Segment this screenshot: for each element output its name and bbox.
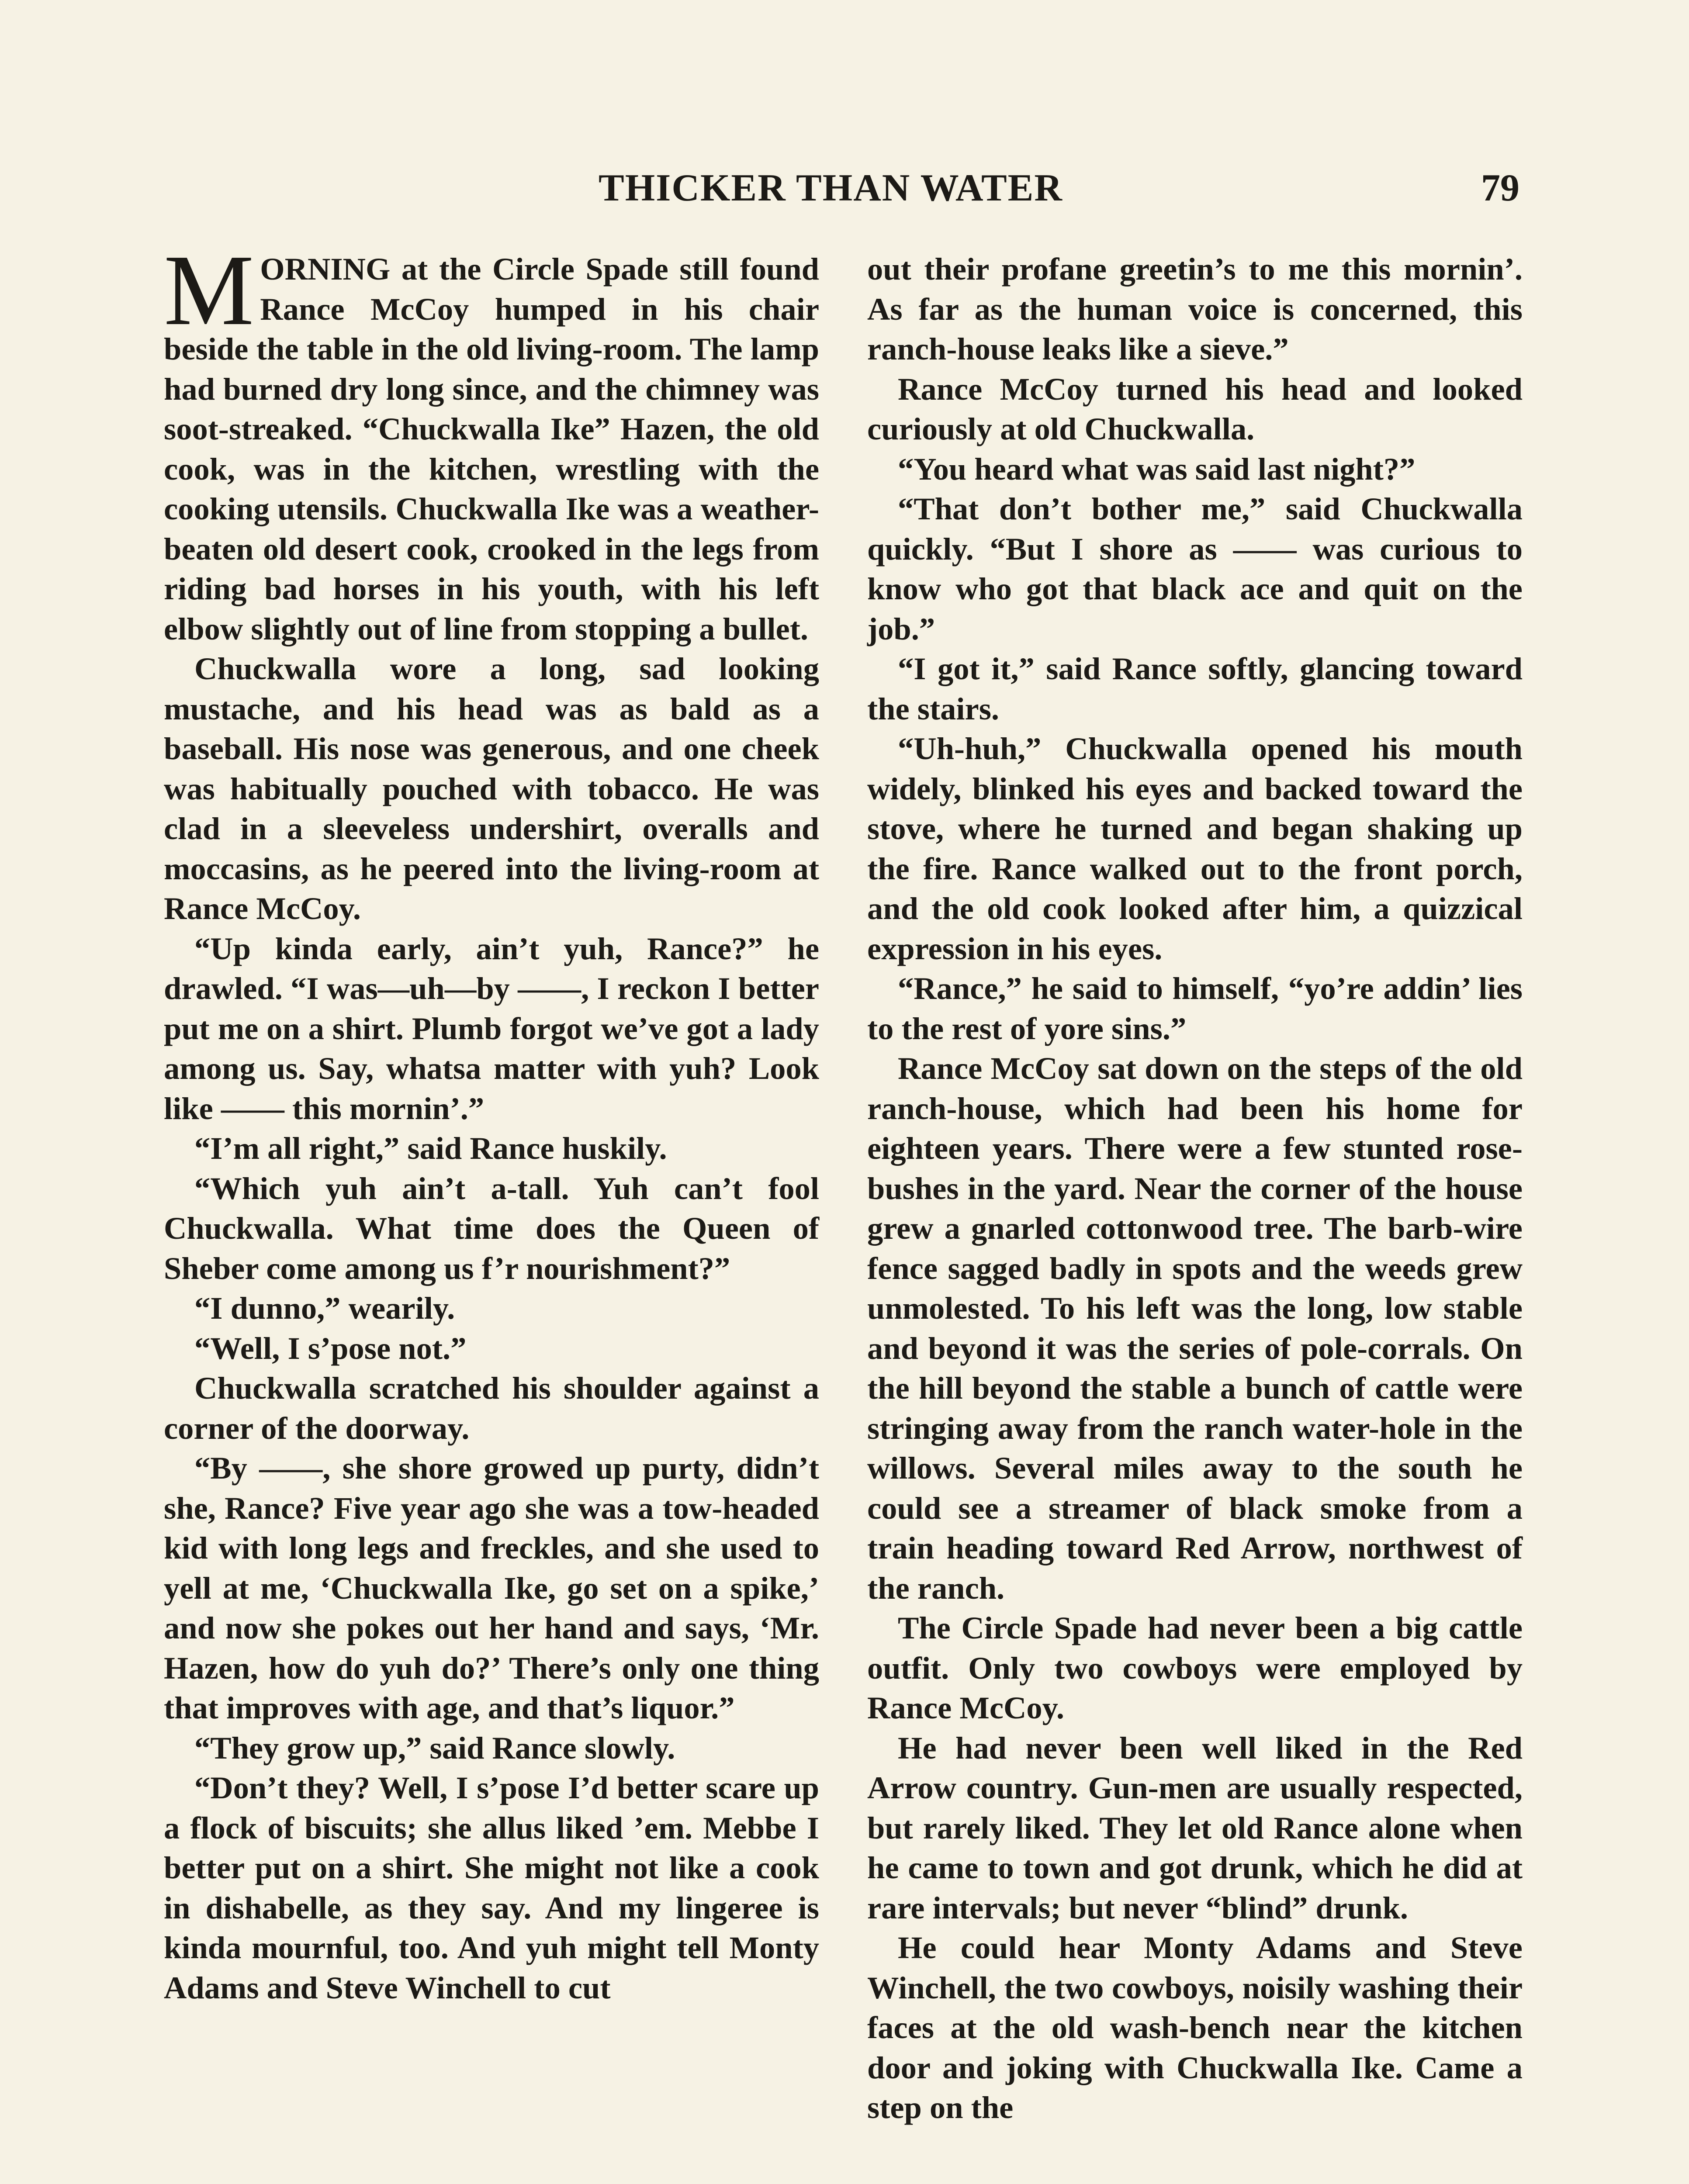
- paragraph: “Don’t they? Well, I s’pose I’d better scare up a flock of biscuits; she allus liked ’em. Mebbe I better put on a shirt. She might not like a cook in dishabelle, as they say. And my lingeree is kinda mournful, too. And yuh might tell Monty Adams and Steve Winchell to cut: [164, 1770, 819, 2005]
- paragraph: “By ——, she shore growed up purty, didn’t she, Rance? Five year ago she was a tow-headed kid with long legs and freckles, and she used to yell at me, ‘Chuckwalla Ike, go set on a spike,’ and now she pokes out her hand and says, ‘Mr. Hazen, how do yuh do?’ There’s only one thing that improves with age, and that’s liquor.”: [164, 1450, 819, 1725]
- paragraph: “Rance,” he said to himself, “yo’re addin’ lies to the rest of yore sins.”: [867, 971, 1523, 1046]
- paragraph: “I got it,” said Rance softly, glancing toward the stairs.: [867, 651, 1523, 726]
- page-number: 79: [1481, 167, 1519, 209]
- paragraph: Chuckwalla scratched his shoulder against a corner of the doorway.: [164, 1370, 819, 1446]
- paragraph: Rance McCoy sat down on the steps of the old ranch-house, which had been his home for eighteen years. There were a few stunted rose-bushes in the yard. Near the corner of the house grew a gnarled cottonwood tree. The barb-wire fence sagged badly in spots and the weeds grew unmolested. To his left was the long, low stable and beyond it was the series of pole-corrals. On the hill beyond the stable a bunch of cattle were stringing away from the ranch water-hole in the willows. Several miles away to the south he could see a streamer of black smoke from a train heading toward Red Arrow, northwest of the ranch.: [867, 1051, 1523, 1606]
- drop-cap: M: [164, 234, 254, 346]
- paragraph: “I dunno,” wearily.: [194, 1290, 455, 1326]
- paragraph: The Circle Spade had never been a big cattle outfit. Only two cowboys were employed by Rance McCoy.: [867, 1610, 1523, 1725]
- paragraph: “Which yuh ain’t a-tall. Yuh can’t fool Chuckwalla. What time does the Queen of Sheber come among us f’r nourishment?”: [164, 1170, 819, 1286]
- paragraph: Chuckwalla wore a long, sad looking mustache, and his head was as bald as a baseball. His nose was generous, and one cheek was habitually pouched with tobacco. He was clad in a sleeveless undershirt, overalls and moccasins, as he peered into the living-room at Rance McCoy.: [164, 651, 819, 926]
- paragraph: “You heard what was said last night?”: [898, 451, 1416, 487]
- opening-paragraph: [164, 234, 819, 649]
- continued-paragraph: out their profane greetin’s to me this mornin’. As far as the human voice is concerned, this ranch-house leaks like a sieve.”: [867, 251, 1523, 366]
- left-column: [164, 234, 819, 2008]
- paragraph: Rance McCoy turned his head and looked curiously at old Chuckwalla.: [867, 371, 1523, 446]
- paragraph: “I’m all right,” said Rance huskily.: [194, 1130, 667, 1166]
- paragraph: “Up kinda early, ain’t yuh, Rance?” he drawled. “I was—uh—by ——, I reckon I better put me on a shirt. Plumb forgot we’ve got a lady among us. Say, whatsa matter with yuh? Look like —— this mornin’.”: [164, 930, 819, 1126]
- paragraph: “Uh-huh,” Chuckwalla opened his mouth widely, blinked his eyes and backed toward the stove, where he turned and began shaking up the fire. Rance walked out to the front porch, and the old cook looked after him, a quizzical expression in his eyes.: [867, 731, 1523, 966]
- right-column: [867, 249, 1523, 2128]
- paragraph-text: at the Circle Spade still found Rance McCoy humped in his chair beside the table in the old living-room. The lamp had burned dry long since, and the chimney was soot-streaked. “Chuckwalla Ike” Hazen, the old cook, was in the kitchen, wrestling with the cooking utensils. Chuckwalla Ike was a weather-beaten old desert cook, crooked in the legs from riding bad horses in his youth, with his left elbow slightly out of line from stopping a bullet.: [164, 251, 819, 646]
- paragraph: “That don’t bother me,” said Chuckwalla quickly. “But I shore as —— was curious to know who got that black ace and quit on the job.”: [867, 491, 1523, 646]
- paragraph: He could hear Monty Adams and Steve Winchell, the two cowboys, noisily washing their faces at the old wash-bench near the kitchen door and joking with Chuckwalla Ike. Came a step on the: [867, 1930, 1523, 2125]
- running-title: THICKER THAN WATER: [599, 167, 1063, 209]
- page-header: [0, 166, 1689, 218]
- paragraph: He had never been well liked in the Red Arrow country. Gun-men are usually respected, but rarely liked. They let old Rance alone when he came to town and got drunk, which he did at rare intervals; but never “blind” drunk.: [867, 1730, 1523, 1925]
- paragraph: “Well, I s’pose not.”: [194, 1330, 467, 1366]
- paragraph: “They grow up,” said Rance slowly.: [194, 1730, 675, 1766]
- opening-small-caps: ORNING: [260, 251, 391, 287]
